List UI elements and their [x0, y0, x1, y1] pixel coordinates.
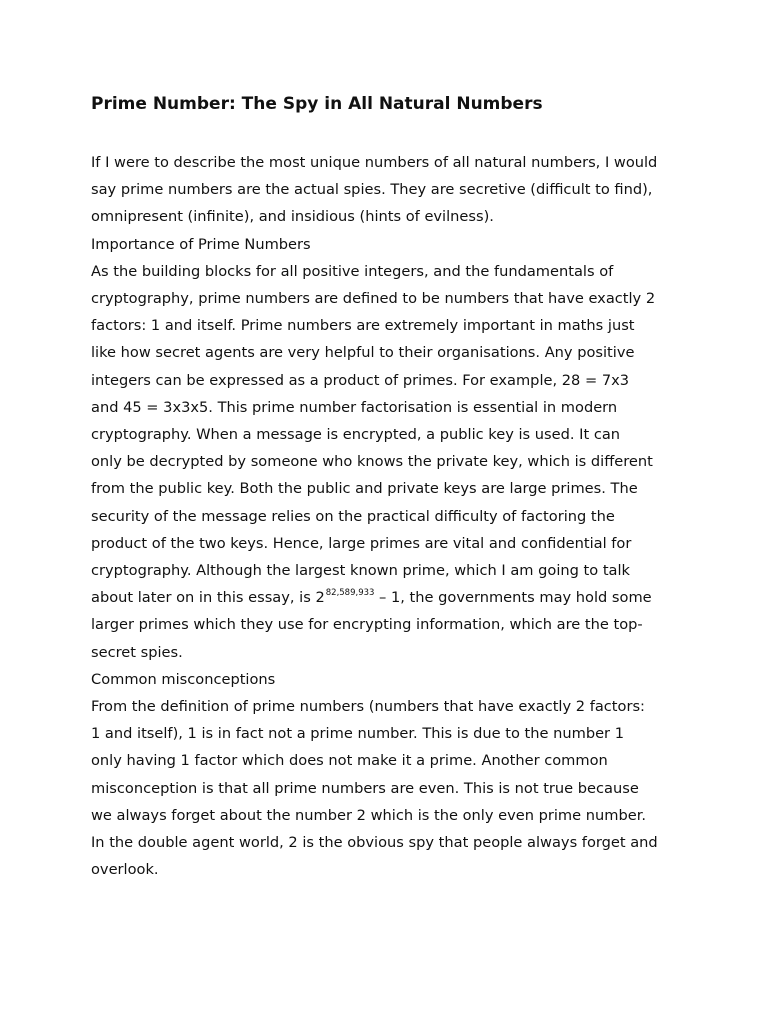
importance-line: like how secret agents are very helpful to their organisations. Any positive	[91, 344, 635, 362]
importance-line: As the building blocks for all positive integers, and the fundamentals of	[91, 262, 614, 280]
importance-line: cryptography, prime numbers are defined to be numbers that have exactly 2	[91, 290, 656, 308]
largest-prime-suffix: – 1, the governments may hold some	[374, 589, 652, 607]
misconceptions-line: overlook.	[91, 861, 159, 879]
importance-line: only be decrypted by someone who knows the private key, which is different	[91, 453, 653, 471]
section-heading-misconceptions: Common misconceptions	[91, 670, 276, 688]
misconceptions-line: we always forget about the number 2 which is the only even prime number.	[91, 806, 647, 824]
importance-line: secret spies.	[91, 643, 183, 661]
document-page	[91, 92, 691, 883]
importance-line: from the public key. Both the public and private keys are large primes. The	[91, 480, 638, 498]
importance-line: integers can be expressed as a product of primes. For example, 28 = 7x3	[91, 371, 630, 389]
importance-line: cryptography. When a message is encrypted, a public key is used. It can	[91, 426, 621, 444]
largest-prime-exponent: 82,589,933	[325, 588, 375, 599]
importance-line: cryptography. Although the largest known prime, which I am going to talk	[91, 562, 630, 580]
misconceptions-paragraph	[91, 693, 691, 883]
section-heading-importance: Importance of Prime Numbers	[91, 235, 311, 253]
largest-prime-line	[91, 584, 691, 611]
importance-line: larger primes which they use for encrypting information, which are the top-	[91, 616, 643, 634]
document-title: Prime Number: The Spy in All Natural Numbers	[91, 94, 543, 114]
misconceptions-line: In the double agent world, 2 is the obvious spy that people always forget and	[91, 834, 658, 852]
importance-line: and 45 = 3x3x5. This prime number factorisation is essential in modern	[91, 398, 618, 416]
misconceptions-line: only having 1 factor which does not make it a prime. Another common	[91, 752, 608, 770]
misconceptions-line: misconception is that all prime numbers are even. This is not true because	[91, 779, 639, 797]
intro-line: say prime numbers are the actual spies. They are secretive (difficult to find),	[91, 181, 653, 199]
intro-line: If I were to describe the most unique numbers of all natural numbers, I would	[91, 154, 658, 171]
misconceptions-line: 1 and itself), 1 is in fact not a prime number. This is due to the number 1	[91, 725, 624, 743]
importance-line: product of the two keys. Hence, large primes are vital and confidential for	[91, 534, 632, 552]
importance-line: security of the message relies on the practical difficulty of factoring the	[91, 507, 615, 525]
largest-prime-prefix: about later on in this essay, is 2	[91, 589, 325, 607]
importance-line: factors: 1 and itself. Prime numbers are extremely important in maths just	[91, 317, 635, 335]
intro-paragraph	[91, 149, 691, 231]
intro-line: omnipresent (infinite), and insidious (hints of evilness).	[91, 208, 494, 226]
importance-paragraph	[91, 258, 691, 666]
misconceptions-line: From the definition of prime numbers (numbers that have exactly 2 factors:	[91, 698, 645, 716]
